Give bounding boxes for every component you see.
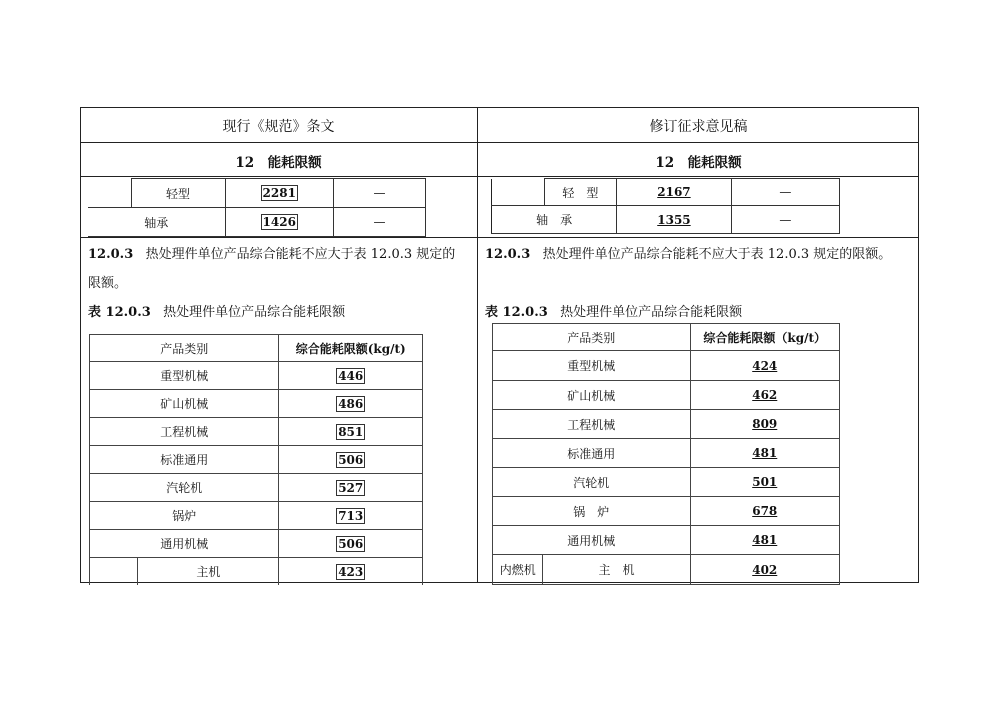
col-header-limit: 综合能耗限额(kg/t) — [279, 335, 423, 362]
limit-value: 501 — [752, 475, 778, 489]
row-value: 1355 — [657, 212, 691, 227]
category-cell: 工程机械 — [90, 418, 279, 446]
limit-value: 527 — [338, 480, 364, 495]
row-value: 2281 — [262, 186, 296, 200]
limit-value: 809 — [752, 417, 778, 431]
category-cell: 锅 炉 — [493, 497, 691, 526]
clause-text-line2: 限额。 — [88, 276, 128, 291]
right-chapter-title: 12 能耗限额 — [655, 155, 742, 171]
limit-value: 506 — [338, 536, 364, 551]
category-cell: 锅炉 — [90, 502, 279, 530]
clause-number: 12.0.3 — [485, 247, 531, 262]
section-divider — [80, 237, 919, 238]
column-divider — [477, 107, 478, 583]
table-row — [493, 351, 840, 381]
category-cell: 标准通用 — [90, 446, 279, 474]
row-name: 轻 型 — [544, 179, 617, 206]
table-row — [90, 530, 423, 558]
blank-cell — [88, 179, 131, 208]
category-cell: 通用机械 — [493, 526, 691, 555]
left-column-title: 现行《规范》条文 — [222, 119, 335, 135]
row-extra: — — [731, 206, 839, 234]
right-table-caption — [485, 301, 742, 320]
category-cell: 重型机械 — [90, 362, 279, 390]
limit-value: 481 — [752, 446, 778, 460]
limit-value: 678 — [752, 504, 778, 518]
left-top-partial-table — [88, 178, 426, 237]
clause-number: 12.0.3 — [88, 247, 134, 262]
limit-value: 481 — [752, 533, 778, 547]
category-cell: 主机 — [138, 558, 279, 586]
table-row — [90, 446, 423, 474]
clause-text-line1: 热处理件单位产品综合能耗不应大于表 12.0.3 规定的 — [145, 247, 456, 262]
table-row — [90, 362, 423, 390]
limit-value: 423 — [338, 564, 364, 579]
left-clause — [88, 240, 472, 298]
col-header-category: 产品类别 — [493, 324, 691, 351]
row-extra: — — [731, 179, 839, 206]
limit-value: 506 — [338, 452, 364, 467]
table-row — [90, 502, 423, 530]
row-extra: — — [333, 208, 425, 237]
table-row — [493, 439, 840, 468]
category-cell: 工程机械 — [493, 410, 691, 439]
category-cell: 汽轮机 — [90, 474, 279, 502]
category-cell: 重型机械 — [493, 351, 691, 381]
limit-value: 462 — [752, 388, 778, 402]
table-row — [493, 381, 840, 410]
category-cell: 标准通用 — [493, 439, 691, 468]
table-row — [493, 410, 840, 439]
table-row — [493, 497, 840, 526]
row-name: 轻型 — [131, 179, 225, 208]
left-table-caption — [88, 301, 345, 320]
limit-value: 486 — [338, 396, 364, 411]
table-row — [90, 390, 423, 418]
blank-cell — [492, 179, 545, 206]
table-header-row — [90, 335, 423, 362]
chapter-divider — [80, 176, 919, 177]
limit-value: 402 — [752, 562, 778, 577]
left-energy-table — [89, 334, 423, 585]
category-cell: 矿山机械 — [493, 381, 691, 410]
category-cell: 矿山机械 — [90, 390, 279, 418]
limit-value: 446 — [338, 368, 364, 383]
header-divider — [80, 142, 919, 143]
right-clause — [485, 240, 915, 269]
table-row — [90, 418, 423, 446]
group-cell: 内燃机 — [493, 555, 543, 585]
caption-title: 热处理件单位产品综合能耗限额 — [560, 305, 743, 320]
table-row — [493, 526, 840, 555]
caption-number: 表 12.0.3 — [485, 305, 548, 320]
clause-text: 热处理件单位产品综合能耗不应大于表 12.0.3 规定的限额。 — [542, 247, 892, 262]
table-row — [90, 474, 423, 502]
right-column-title: 修订征求意见稿 — [649, 119, 748, 135]
table-row — [90, 558, 423, 586]
row-name: 轴 承 — [492, 206, 617, 234]
right-top-partial-table — [491, 178, 840, 234]
category-cell: 主 机 — [543, 555, 690, 585]
category-cell: 通用机械 — [90, 530, 279, 558]
group-cell — [90, 558, 138, 586]
col-header-category: 产品类别 — [90, 335, 279, 362]
limit-value: 424 — [752, 358, 778, 373]
table-header-row — [493, 324, 840, 351]
caption-number: 表 12.0.3 — [88, 305, 151, 320]
caption-title: 热处理件单位产品综合能耗限额 — [163, 305, 346, 320]
limit-value: 851 — [338, 424, 364, 439]
col-header-limit: 综合能耗限额（kg/t） — [690, 324, 840, 351]
row-value: 1426 — [262, 215, 296, 229]
left-chapter-title: 12 能耗限额 — [235, 155, 322, 171]
table-row — [493, 555, 840, 585]
table-row — [493, 468, 840, 497]
row-name: 轴承 — [88, 208, 225, 237]
row-value: 2167 — [657, 185, 691, 199]
limit-value: 713 — [338, 508, 364, 523]
right-energy-table — [492, 323, 840, 585]
category-cell: 汽轮机 — [493, 468, 691, 497]
row-extra: — — [333, 179, 425, 208]
